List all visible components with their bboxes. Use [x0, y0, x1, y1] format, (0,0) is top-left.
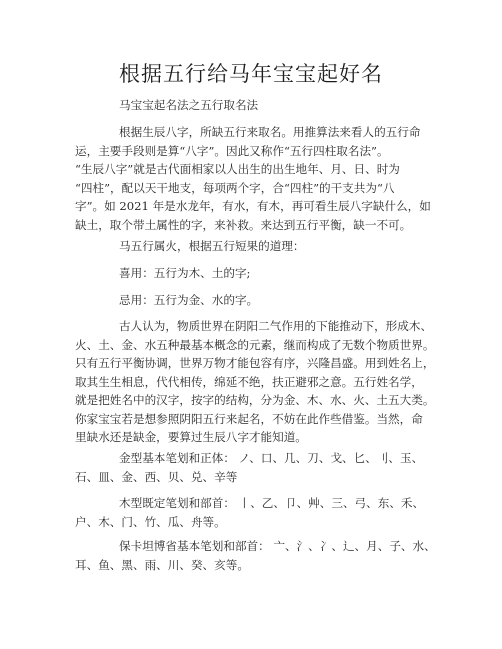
- text-line: 你家宝宝若是想参照阴阳五行来起名，不妨在此作些借鉴。当然，命: [75, 411, 423, 426]
- metal-strokes-paragraph: [75, 449, 435, 486]
- text-line: 石、皿、金、西、贝、兑、辛等: [75, 469, 238, 484]
- text-line: 运，主要手段则是算“八字”。因此又称作“五行四柱取名法”。: [75, 143, 389, 158]
- water-strokes-paragraph: [75, 537, 435, 574]
- wood-strokes-paragraph: [75, 494, 435, 531]
- intro-paragraph: [75, 123, 435, 234]
- text-line: 保卡坦博省基本笔划和部首： 亠、氵、冫、辶、月、子、水、: [119, 539, 436, 553]
- text-line: 火、土、金、水五种最基本概念的元素，继而构成了无数个物质世界。: [75, 337, 435, 352]
- subheading-paragraph: [75, 96, 435, 115]
- text-line: 只有五行平衡协调，世界万物才能包容有序，兴隆昌盛。用到姓名上，: [75, 356, 435, 370]
- text-line: 喜用：五行为木、土的字;: [119, 266, 251, 280]
- text-line: 忌用：五行为金、水的字。: [119, 293, 259, 307]
- text-line: 根据生辰八字，所缺五行来取名。用推算法来看人的五行命: [119, 125, 421, 139]
- text-line: 耳、鱼、黑、雨、川、癸、亥等。: [75, 557, 249, 572]
- text-line: 字”。如 2021 年是水龙年，有水，有木，再可看生辰八字缺什么，如: [75, 199, 431, 213]
- favorable-paragraph: [75, 264, 435, 283]
- text-line: 马五行属火，根据五行短果的道理：: [119, 239, 305, 253]
- text-line: 金型基本笔划和正体： ノ、口、几、刀、戈、匕、刂、玉、: [119, 451, 424, 465]
- text-line: 户、木、门、竹、瓜、舟等。: [75, 514, 226, 529]
- text-line: 里缺水还是缺金，要算过生辰八字才能知道。: [75, 430, 307, 444]
- text-line: 就是把姓名中的汉字，按字的结构，分为金、木、水、火、土五大类。: [75, 393, 435, 407]
- text-line: “生辰八字”就是古代面相家以人出生的出生地年、月、日、时为: [75, 162, 400, 176]
- text-line: 木型既定笔划和部首： 丨、乙、卩、艸、三、弓、东、禾、: [119, 496, 425, 510]
- avoid-paragraph: [75, 291, 435, 310]
- text-line: 缺土，取个带土属性的字，来补救。来达到五行平衡，缺一不可。: [75, 217, 412, 232]
- page-title: 根据五行给马年宝宝起好名: [119, 62, 383, 86]
- ancient-belief-paragraph: [75, 317, 435, 447]
- text-line: 马宝宝起名法之五行取名法: [119, 98, 259, 112]
- horse-element-paragraph: [75, 237, 435, 256]
- text-line: 取其生生相息，代代相传，绵延不绝，扶正避邪之意。五行姓名学，: [75, 374, 423, 389]
- text-line: 古人认为，物质世界在阴阳二气作用的下能推动下，形成木、: [119, 319, 433, 333]
- text-line: “四柱”，配以天干地支，每项两个字，合“四柱”的干支共为“八: [75, 180, 395, 195]
